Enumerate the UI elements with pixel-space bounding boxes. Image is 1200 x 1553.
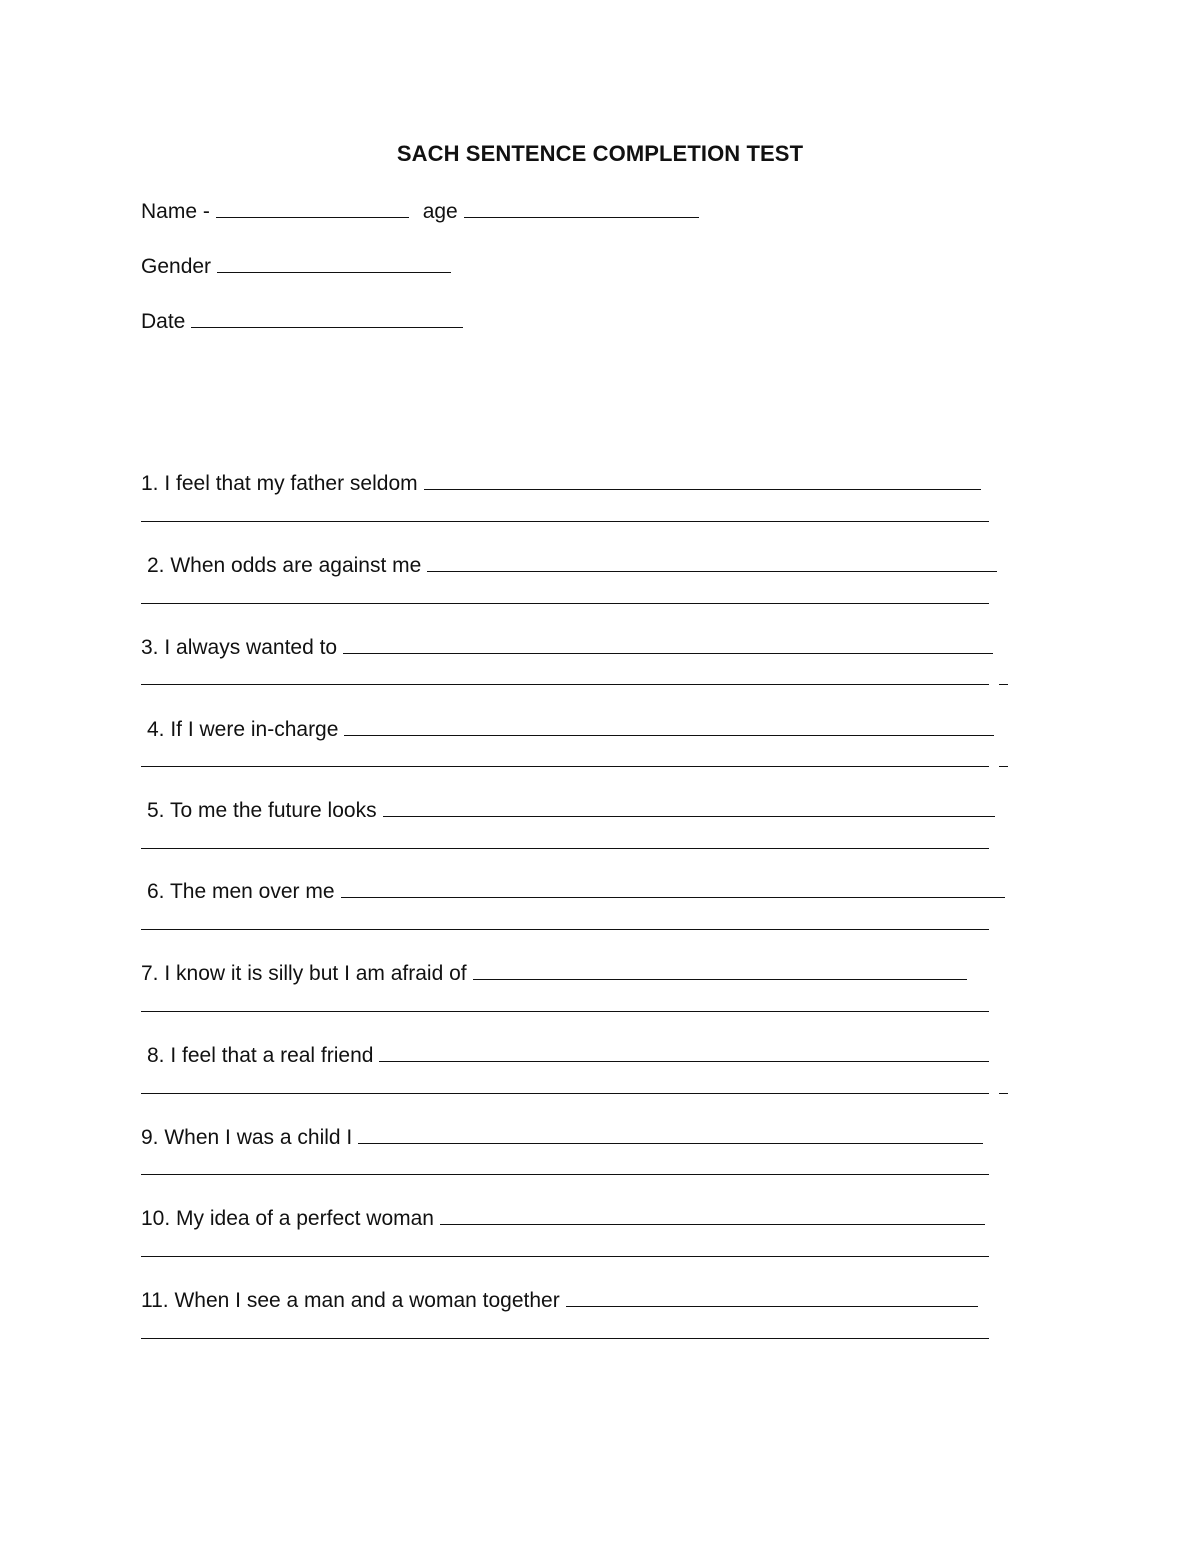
answer-continuation-line[interactable] [141, 521, 989, 522]
answer-continuation-line[interactable] [141, 684, 989, 685]
item-prompt: 3. I always wanted to [141, 636, 338, 659]
answer-continuation-line[interactable] [141, 766, 989, 767]
answer-blank[interactable] [383, 796, 995, 817]
name-label: Name - [141, 200, 210, 223]
list-item [141, 1286, 978, 1314]
answer-blank[interactable] [379, 1041, 989, 1062]
item-prompt: 2. When odds are against me [147, 554, 422, 577]
answer-blank[interactable] [440, 1204, 985, 1225]
answer-continuation-line[interactable] [141, 1093, 989, 1094]
age-blank[interactable] [464, 197, 699, 218]
answer-continuation-line[interactable] [141, 1174, 989, 1175]
answer-continuation-line[interactable] [141, 1256, 989, 1257]
list-item [147, 796, 995, 824]
answer-blank[interactable] [344, 715, 994, 736]
list-item [141, 469, 981, 497]
item-prompt: 8. I feel that a real friend [147, 1044, 374, 1067]
gender-label: Gender [141, 255, 212, 278]
item-prompt: 4. If I were in-charge [147, 718, 339, 741]
item-prompt: 7. I know it is silly but I am afraid of [141, 962, 467, 985]
item-prompt: 6. The men over me [147, 880, 335, 903]
dash-mark [999, 766, 1008, 767]
list-item [147, 877, 1005, 905]
page-title: SACH SENTENCE COMPLETION TEST [396, 141, 804, 166]
list-item [147, 1041, 989, 1069]
gender-blank[interactable] [217, 252, 451, 273]
name-age-row [141, 197, 699, 225]
list-item [141, 959, 967, 987]
date-label: Date [141, 310, 186, 333]
answer-blank[interactable] [473, 959, 967, 980]
answer-blank[interactable] [343, 633, 993, 654]
list-item [147, 551, 997, 579]
answer-blank[interactable] [358, 1123, 983, 1144]
answer-blank[interactable] [341, 877, 1005, 898]
item-prompt: 5. To me the future looks [147, 799, 377, 822]
date-row [141, 307, 463, 335]
item-prompt: 10. My idea of a perfect woman [141, 1207, 434, 1230]
list-item [141, 1204, 985, 1232]
answer-blank[interactable] [566, 1286, 978, 1307]
age-label: age [422, 200, 458, 223]
list-item [141, 633, 993, 661]
answer-blank[interactable] [424, 469, 981, 490]
gender-row [141, 252, 451, 280]
dash-mark [999, 1093, 1008, 1094]
answer-continuation-line[interactable] [141, 1338, 989, 1339]
item-prompt: 1. I feel that my father seldom [141, 472, 418, 495]
answer-continuation-line[interactable] [141, 603, 989, 604]
answer-continuation-line[interactable] [141, 929, 989, 930]
date-blank[interactable] [191, 307, 463, 328]
name-blank[interactable] [216, 197, 409, 218]
answer-continuation-line[interactable] [141, 848, 989, 849]
list-item [147, 715, 994, 743]
item-prompt: 11. When I see a man and a woman together [141, 1289, 560, 1312]
item-prompt: 9. When I was a child I [141, 1126, 353, 1149]
answer-continuation-line[interactable] [141, 1011, 989, 1012]
answer-blank[interactable] [427, 551, 997, 572]
list-item [141, 1123, 983, 1151]
dash-mark [999, 684, 1008, 685]
